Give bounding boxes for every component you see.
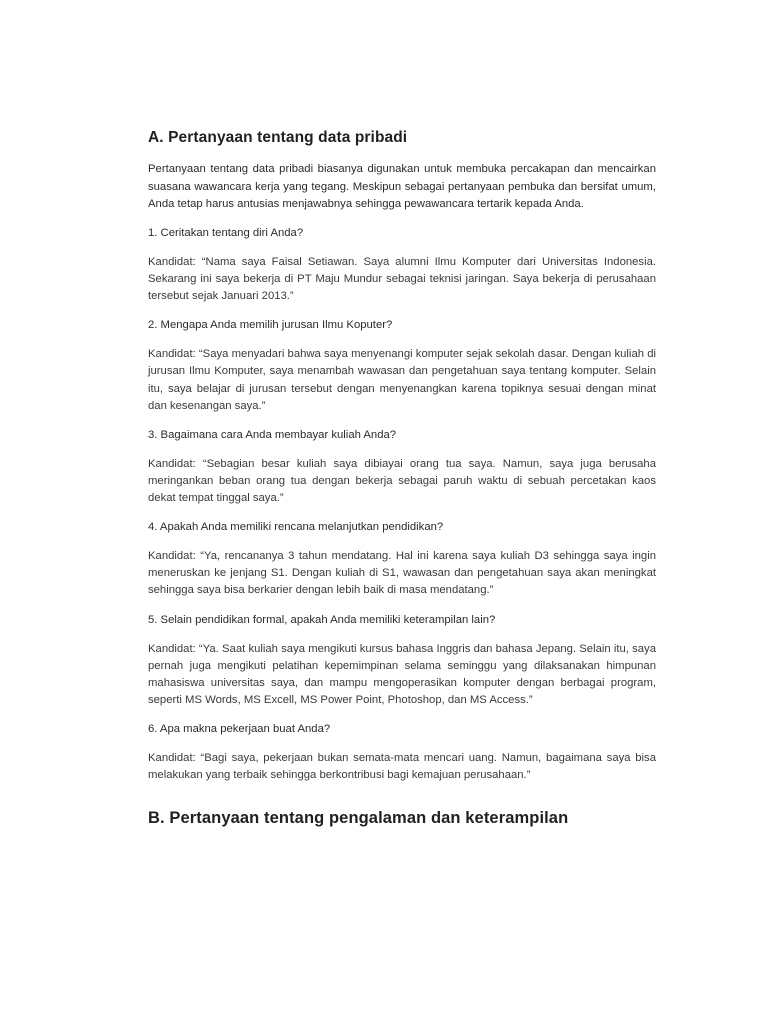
- answer-4: Kandidat: “Ya, rencananya 3 tahun mendatang. Hal ini karena saya kuliah D3 sehingga saya ingin meneruskan ke jenjang S1. Dengan kuliah di S1, wawasan dan pengetahuan saya akan meningkat sehingga saya bisa berkarier dengan lebih baik di masa mendatang.”: [148, 550, 656, 597]
- section-a-heading: A. Pertanyaan tentang data pribadi: [148, 129, 408, 146]
- answer-5: Kandidat: “Ya. Saat kuliah saya mengikuti kursus bahasa Inggris dan bahasa Jepang. Selain itu, saya pernah juga mengikuti pelatihan kepemimpinan selama seminggu yang dilaksanakan himpunan mahasiswa universitas saya, dan mampu mengoperasikan komputer dengan berbagai program, seperti MS Words, MS Excell, MS Power Point, Photoshop, dan MS Access.”: [148, 642, 656, 707]
- section-b-heading: B. Pertanyaan tentang pengalaman dan keterampilan: [148, 809, 569, 828]
- question-3: 3. Bagaimana cara Anda membayar kuliah Anda?: [148, 428, 397, 441]
- question-1: 1. Ceritakan tentang diri Anda?: [148, 226, 304, 239]
- answer-2: Kandidat: “Saya menyadari bahwa saya menyenangi komputer sejak sekolah dasar. Dengan kuliah di jurusan Ilmu Komputer, saya menambah wawasan dan pengetahuan saya tentang komputer. Selain itu, saya belajar di jurusan tersebut dengan menyenangkan karena topiknya sesuai dengan minat dan kesenangan saya.”: [148, 348, 656, 412]
- section-a-intro: Pertanyaan tentang data pribadi biasanya digunakan untuk membuka percakapan dan mencairkan suasana wawancara kerja yang tegang. Meskipun sebagai pertanyaan pembuka dan bersifat umum, Anda tetap harus antusias menjawabnya sehingga pewawancara tertarik kepada Anda.: [148, 163, 656, 210]
- answer-1: Kandidat: “Nama saya Faisal Setiawan. Saya alumni Ilmu Komputer dari Universitas Indonesia. Sekarang ini saya bekerja di PT Maju Mundur sebagai teknisi jaringan. Saya bekerja di perusahaan tersebut sejak Januari 2013.”: [148, 255, 656, 303]
- question-5: 5. Selain pendidikan formal, apakah Anda memiliki keterampilan lain?: [148, 613, 496, 626]
- question-4: 4. Apakah Anda memiliki rencana melanjutkan pendidikan?: [148, 521, 444, 534]
- document-body: [148, 128, 656, 829]
- answer-3: Kandidat: “Sebagian besar kuliah saya dibiayai orang tua saya. Namun, saya juga berusaha meringankan beban orang tua dengan bekerja sebagai paruh waktu di sebuah percetakan kaos dekat tempat tinggal saya.”: [148, 457, 656, 505]
- question-2: 2. Mengapa Anda memilih jurusan Ilmu Koputer?: [148, 319, 393, 332]
- question-6: 6. Apa makna pekerjaan buat Anda?: [148, 723, 331, 736]
- answer-6: Kandidat: “Bagi saya, pekerjaan bukan semata-mata mencari uang. Namun, bagaimana saya bisa melakukan yang terbaik sehingga berkontribusi bagi kemajuan perusahaan.”: [148, 752, 656, 782]
